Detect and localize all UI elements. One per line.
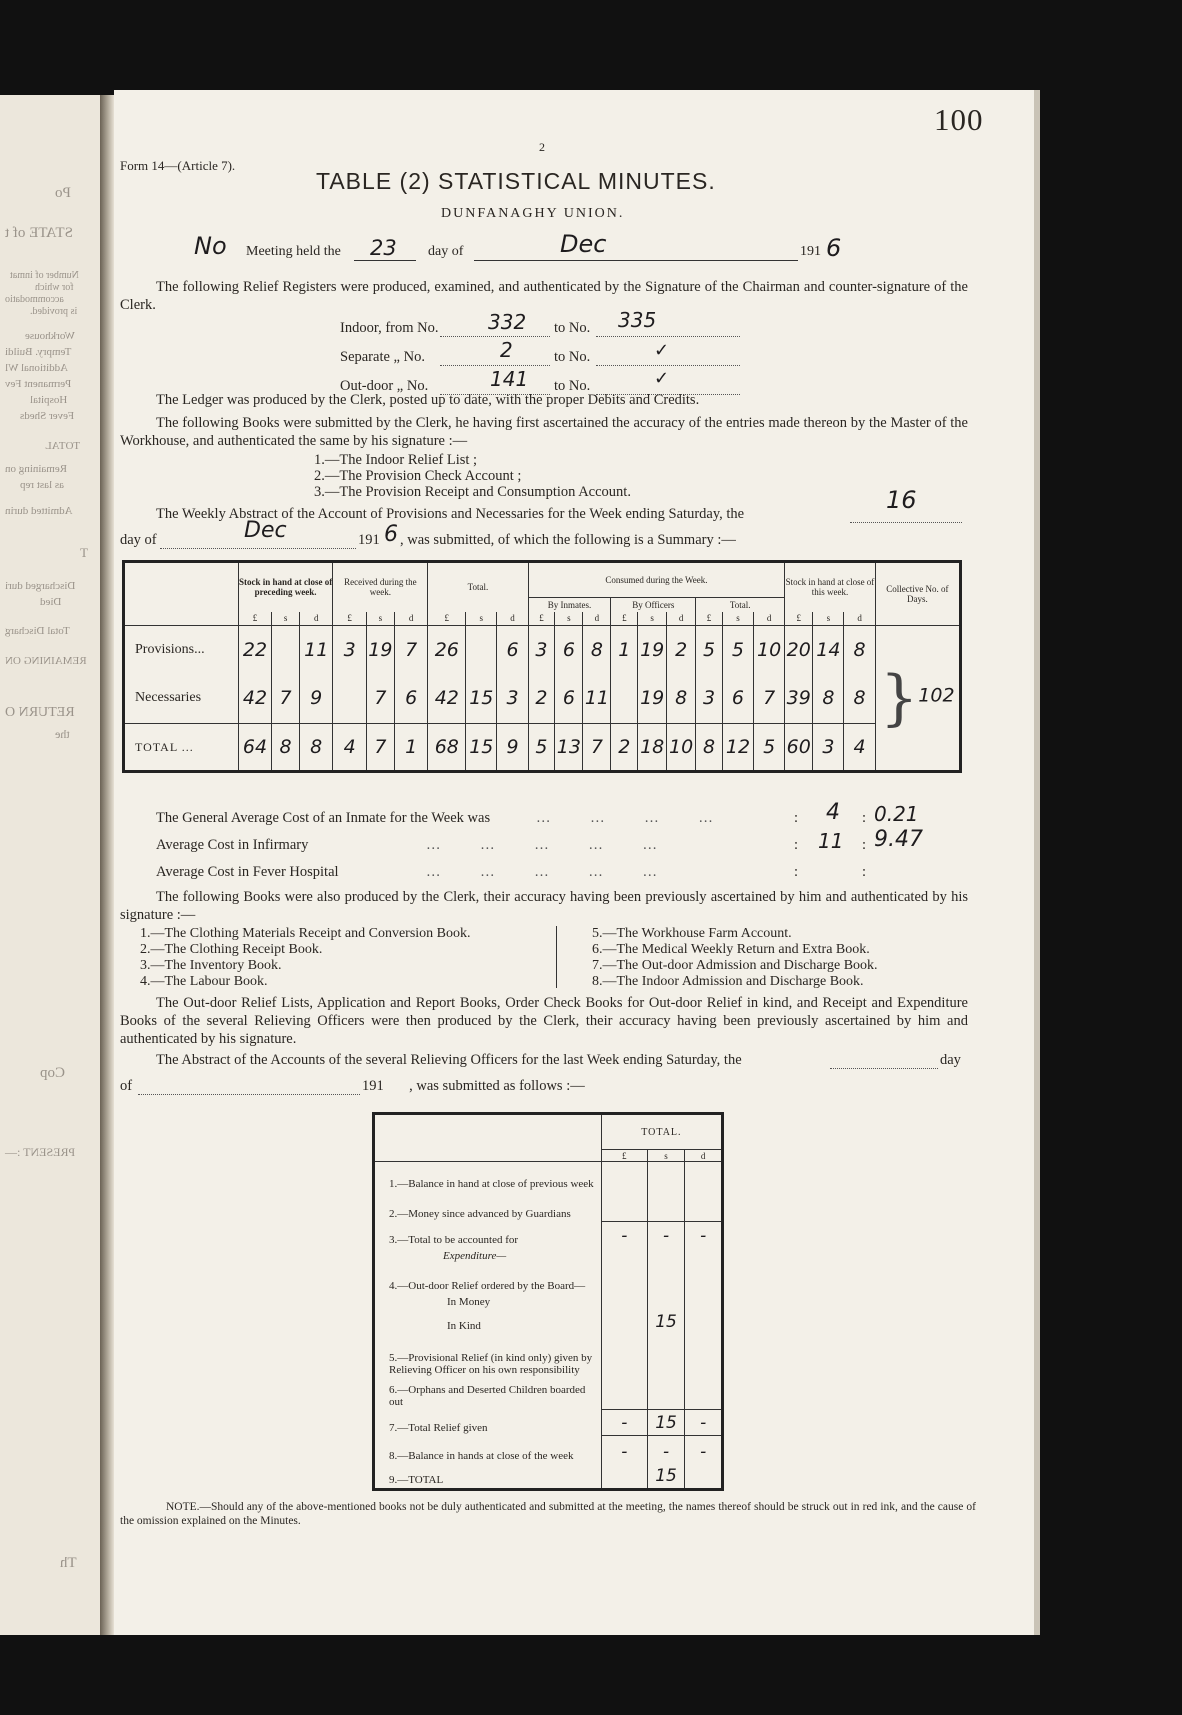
books2-item: 6.—The Medical Weekly Return and Extra Book. xyxy=(592,942,870,957)
shillings-header: s xyxy=(722,612,753,626)
table-row xyxy=(124,674,961,724)
table-cell: 8 xyxy=(300,724,333,772)
table-cell xyxy=(611,674,638,724)
table-cell: 11 xyxy=(583,674,611,724)
books2-divider xyxy=(556,926,557,988)
pounds-header: £ xyxy=(528,612,555,626)
abstract-date-dots xyxy=(138,1080,360,1095)
abstract-row-label: 8.—Balance in hands at close of the week xyxy=(389,1449,574,1462)
pence-header: d xyxy=(844,612,875,626)
consumed-header: Consumed during the Week. xyxy=(528,562,785,598)
table-cell xyxy=(272,626,300,674)
abstract-row-label: 7.—Total Relief given xyxy=(389,1421,488,1434)
prev-fragment: Po xyxy=(55,185,71,201)
table-cell: 6 xyxy=(555,626,583,674)
table-cell: 68 xyxy=(428,724,466,772)
register-outdoor-to: ✓ xyxy=(654,368,670,389)
table-cell: 7 xyxy=(272,674,300,724)
abstract-cell xyxy=(685,1464,723,1490)
prev-fragment: Total Discharg xyxy=(5,625,70,637)
page-title: TABLE (2) STATISTICAL MINUTES. xyxy=(316,168,716,194)
prev-fragment: PRESENT :— xyxy=(5,1145,76,1159)
brace-mark: } xyxy=(880,663,919,733)
abstract-row xyxy=(374,1334,723,1378)
abstract-cell xyxy=(601,1162,647,1192)
table-cell: 2 xyxy=(667,626,696,674)
pence-header: d xyxy=(754,612,785,626)
abstract-cell: - xyxy=(601,1410,647,1436)
averages-block xyxy=(156,800,923,890)
register-separate-label: Separate „ No. xyxy=(340,349,425,365)
books2-item: 8.—The Indoor Admission and Discharge Book. xyxy=(592,974,864,989)
by-officers-header: By Officers xyxy=(611,598,696,612)
register-indoor-to-label: to No. xyxy=(554,320,591,336)
table-cell xyxy=(333,674,366,724)
abstract-row xyxy=(374,1378,723,1410)
register-separate-from: 2 xyxy=(500,338,513,362)
table-cell: 6 xyxy=(722,674,753,724)
leader-dots: … … … … xyxy=(536,810,731,826)
table-cell: 7 xyxy=(366,724,394,772)
shillings-header: s xyxy=(647,1150,685,1162)
table-cell: 5 xyxy=(528,724,555,772)
register-indoor-from: 332 xyxy=(488,310,527,334)
books2-item: 7.—The Out-door Admission and Discharge Book. xyxy=(592,958,878,973)
abstract-row xyxy=(374,1192,723,1222)
table-cell: 1 xyxy=(611,626,638,674)
pence-header: d xyxy=(300,612,333,626)
shillings-header: s xyxy=(366,612,394,626)
prev-fragment: Discharged duri xyxy=(5,580,76,592)
abstract-cell xyxy=(685,1248,723,1264)
ledger-text: The Ledger was produced by the Clerk, posted up to date, with the proper Debits and Credits. xyxy=(156,392,700,408)
abstract-cell: - xyxy=(647,1436,685,1464)
table-cell: 4 xyxy=(333,724,366,772)
colon: : xyxy=(794,810,799,826)
table-cell: 15 xyxy=(466,724,497,772)
shillings-header: s xyxy=(638,612,667,626)
weekly-day: 16 xyxy=(886,486,917,514)
abstract-cell xyxy=(601,1248,647,1264)
received-header: Received during the week. xyxy=(333,562,428,612)
abstract-cell xyxy=(601,1334,647,1378)
table-cell: 6 xyxy=(555,674,583,724)
abstract-row-label: 5.—Provisional Relief (in kind only) given by Relieving Officer on his own responsibility xyxy=(389,1351,593,1376)
prev-fragment: Remaining on xyxy=(5,463,68,475)
shillings-header: s xyxy=(813,612,844,626)
abstract-day-dots xyxy=(830,1054,938,1069)
register-outdoor-from: 141 xyxy=(490,367,529,391)
footnote: NOTE.—Should any of the above-mentioned books not be duly authenticated and submitted at the meeting, the names thereof should be struck out in red ink, and the cause of the omission explained on the Minutes. xyxy=(120,1501,976,1527)
table-cell: 6 xyxy=(497,626,528,674)
prev-fragment: Permanent Fev xyxy=(5,378,72,390)
prev-fragment: for which xyxy=(35,282,74,293)
weekly-line-2-suffix: , was submitted, of which the following is a Summary :— xyxy=(400,532,736,548)
meeting-no: No xyxy=(194,232,227,260)
table-cell: 8 xyxy=(667,674,696,724)
abstract-cell: - xyxy=(685,1436,723,1464)
pence-header: d xyxy=(685,1150,723,1162)
abstract-cell xyxy=(601,1378,647,1410)
pounds-header: £ xyxy=(611,612,638,626)
abstract-row xyxy=(374,1264,723,1294)
table-cell: 7 xyxy=(366,674,394,724)
abstract-row-label: In Money xyxy=(447,1295,491,1308)
shillings-header: s xyxy=(272,612,300,626)
books-intro: The following Books were submitted by the Clerk, he having first ascertained the accuracy of the entries made thereon by the Master of the Workhouse, and authenticated the same by his signature :— xyxy=(120,415,968,449)
colon: : xyxy=(862,837,867,853)
pounds-header: £ xyxy=(238,612,271,626)
previous-page xyxy=(0,95,100,1635)
abstract-row xyxy=(374,1248,723,1264)
abstract-cell xyxy=(685,1192,723,1222)
page-number: 100 xyxy=(934,102,984,137)
register-outdoor-to-label: to No. xyxy=(554,378,591,394)
prev-fragment: accommodatio xyxy=(5,294,64,305)
abstract-row xyxy=(374,1436,723,1464)
table-cell: 20 xyxy=(785,626,813,674)
collective-days-value: 102 xyxy=(918,684,955,707)
meeting-year-suffix: 6 xyxy=(826,234,842,262)
books2-left xyxy=(140,926,471,990)
abstract-cell: 15 xyxy=(647,1410,685,1436)
abstract-row-label: In Kind xyxy=(447,1319,481,1332)
books2-item: 5.—The Workhouse Farm Account. xyxy=(592,926,792,941)
abstract-cell xyxy=(685,1310,723,1334)
average-label: The General Average Cost of an Inmate for the Week was xyxy=(156,810,491,826)
average-inmate-a: 4 xyxy=(826,800,840,825)
table-cell: 8 xyxy=(696,724,723,772)
table-cell: 39 xyxy=(785,674,813,724)
abstract-row-label: 4.—Out-door Relief ordered by the Board— xyxy=(389,1279,586,1292)
abstract-row xyxy=(374,1294,723,1310)
table-cell: 42 xyxy=(428,674,466,724)
table-cell: 19 xyxy=(638,674,667,724)
table-cell: 8 xyxy=(813,674,844,724)
sheet-number: 2 xyxy=(539,140,545,154)
table-cell: 3 xyxy=(528,626,555,674)
table-cell: 12 xyxy=(722,724,753,772)
abstract-label-header xyxy=(374,1114,602,1162)
books-list xyxy=(314,452,631,500)
table-cell: 15 xyxy=(466,674,497,724)
colon: : xyxy=(794,837,799,853)
table-cell: 5 xyxy=(696,626,723,674)
abstract-cell: 15 xyxy=(647,1310,685,1334)
collective-header: Collective No. of Days. xyxy=(875,562,960,626)
abstract-row-label: Expenditure— xyxy=(443,1249,507,1262)
books2-item: 4.—The Labour Book. xyxy=(140,974,268,989)
table-cell: 14 xyxy=(813,626,844,674)
prev-fragment: Additional Wl xyxy=(5,362,69,374)
abstract-cell xyxy=(647,1192,685,1222)
table-cell: 26 xyxy=(428,626,466,674)
table-cell: 7 xyxy=(583,724,611,772)
table-cell: 22 xyxy=(238,626,271,674)
abstract-cell: - xyxy=(685,1222,723,1248)
abstract-row xyxy=(374,1162,723,1192)
table-cell: 9 xyxy=(497,724,528,772)
table-cell: 5 xyxy=(722,626,753,674)
prev-fragment: Tempry. Buildi xyxy=(5,346,72,358)
pounds-header: £ xyxy=(785,612,813,626)
meeting-day: 23 xyxy=(370,236,397,260)
table-cell: 9 xyxy=(300,674,333,724)
row-label: Necessaries xyxy=(135,690,202,706)
shillings-header: s xyxy=(555,612,583,626)
table-cell: 19 xyxy=(366,626,394,674)
prev-fragment: STATE of t xyxy=(5,225,73,241)
abstract-row-label: 1.—Balance in hand at close of previous week xyxy=(389,1177,594,1190)
abstract-row-label: 3.—Total to be accounted for xyxy=(389,1233,519,1246)
register-separate-to-label: to No. xyxy=(554,349,591,365)
meeting-month: Dec xyxy=(560,230,607,258)
table-cell: 10 xyxy=(667,724,696,772)
abstract-cell xyxy=(647,1378,685,1410)
abstract-cell xyxy=(685,1162,723,1192)
book-gutter xyxy=(100,95,114,1635)
total-header: Total. xyxy=(428,562,528,612)
abstract-cell: - xyxy=(685,1410,723,1436)
abstract-day-label: day xyxy=(940,1052,961,1068)
pence-header: d xyxy=(394,612,427,626)
books2-item: 1.—The Clothing Materials Receipt and Conversion Book. xyxy=(140,926,471,941)
provisions-table xyxy=(122,560,962,773)
books2-intro: The following Books were also produced by the Clerk, their accuracy having been previously ascertained by him and authenticated by his signature :— xyxy=(120,889,968,923)
abstract-row-label: 6.—Orphans and Deserted Children boarded out xyxy=(389,1383,586,1408)
registers-block xyxy=(340,308,760,402)
average-infirmary-b: 9.47 xyxy=(874,827,923,852)
abstract-line-1: The Abstract of the Accounts of the several Relieving Officers for the last Week ending Saturday, the xyxy=(156,1052,742,1068)
union-name: DUNFANAGHY UNION. xyxy=(441,206,625,221)
weekly-year: 191 xyxy=(358,532,380,548)
pounds-header: £ xyxy=(601,1150,647,1162)
abstract-row xyxy=(374,1310,723,1334)
document-page xyxy=(114,90,1034,1635)
prev-fragment: is provided. xyxy=(30,306,78,317)
table-row xyxy=(124,724,961,772)
abstract-cell xyxy=(601,1464,647,1490)
table-row xyxy=(124,626,961,674)
prev-fragment: Cop xyxy=(40,1065,66,1081)
abstract-cell xyxy=(647,1248,685,1264)
abstract-cell: - xyxy=(601,1436,647,1464)
table-cell: 8 xyxy=(583,626,611,674)
pence-header: d xyxy=(497,612,528,626)
register-outdoor-label: Out-door „ No. xyxy=(340,378,429,394)
abstract-line-2-prefix: of xyxy=(120,1078,133,1094)
abstract-row xyxy=(374,1410,723,1436)
abstract-cell xyxy=(685,1294,723,1310)
abstract-cell xyxy=(685,1264,723,1294)
collective-days-cell xyxy=(875,626,960,772)
register-indoor-label: Indoor, from No. xyxy=(340,320,439,336)
weekly-line-1: The Weekly Abstract of the Account of Provisions and Necessaries for the Week ending Saturday, the xyxy=(156,506,745,522)
weekly-year-suffix: 6 xyxy=(384,522,398,547)
meeting-day-rule xyxy=(354,260,416,261)
average-label: Average Cost in Fever Hospital xyxy=(156,864,339,880)
table-cell: 64 xyxy=(238,724,271,772)
lsd-header-row xyxy=(124,612,961,626)
leader-dots: … … … … … xyxy=(426,864,675,880)
books-list-item: 3.—The Provision Receipt and Consumption Account. xyxy=(314,484,631,500)
abstract-line-2-suffix: 191 , was submitted as follows :— xyxy=(362,1078,585,1094)
prev-fragment: Workhouse xyxy=(25,330,75,342)
colon: : xyxy=(862,864,867,880)
table-cell: 3 xyxy=(696,674,723,724)
abstract-cell xyxy=(601,1192,647,1222)
leader-dots: … … … … … xyxy=(426,837,675,853)
table-cell: 11 xyxy=(300,626,333,674)
abstract-cell xyxy=(685,1378,723,1410)
prev-fragment: the xyxy=(55,727,70,741)
table-cell: 19 xyxy=(638,626,667,674)
table-cell: 6 xyxy=(394,674,427,724)
colon: : xyxy=(862,810,867,826)
table-cell: 7 xyxy=(394,626,427,674)
row-label-header xyxy=(124,562,239,626)
abstract-cell xyxy=(601,1294,647,1310)
abstract-cell: 15 xyxy=(647,1464,685,1490)
abstract-cell xyxy=(647,1294,685,1310)
books2-item: 3.—The Inventory Book. xyxy=(140,958,282,973)
books2-item: 2.—The Clothing Receipt Book. xyxy=(140,942,323,957)
table-cell: 2 xyxy=(611,724,638,772)
prev-fragment: Hospital xyxy=(30,394,68,406)
abstract-cell xyxy=(685,1334,723,1378)
table-cell: 18 xyxy=(638,724,667,772)
abstract-row-label: 2.—Money since advanced by Guardians xyxy=(389,1207,571,1220)
abstract-cell: - xyxy=(647,1222,685,1248)
meeting-day-of: day of xyxy=(428,244,464,259)
prev-fragment: Th xyxy=(60,1555,77,1571)
stock-close-header: Stock in hand at close of this week. xyxy=(785,562,875,612)
abstract-row-label: 9.—TOTAL xyxy=(389,1474,444,1486)
by-inmates-header: By Inmates. xyxy=(528,598,611,612)
pounds-header: £ xyxy=(333,612,366,626)
books-list-item: 1.—The Indoor Relief List ; xyxy=(314,452,478,468)
abstract-row xyxy=(374,1464,723,1490)
table-cell: 8 xyxy=(844,674,875,724)
prev-fragment: Died xyxy=(40,596,62,608)
abstract-row xyxy=(374,1222,723,1248)
table-cell: 7 xyxy=(754,674,785,724)
abstract-cell xyxy=(647,1162,685,1192)
form-reference: Form 14—(Article 7). xyxy=(120,158,236,173)
pence-header: d xyxy=(667,612,696,626)
weekly-month: Dec xyxy=(244,518,287,543)
prev-fragment: Fever Sheds xyxy=(20,410,75,422)
table-cell: 3 xyxy=(813,724,844,772)
page-edge xyxy=(1034,90,1040,1635)
abstract-cell xyxy=(601,1264,647,1294)
registers-intro: The following Relief Registers were produced, examined, and authenticated by the Signature of the Chairman and counter-signature of the Clerk. xyxy=(120,279,968,313)
books-list-item: 2.—The Provision Check Account ; xyxy=(314,468,522,484)
average-inmate-b: 0.21 xyxy=(874,802,919,826)
pence-header: d xyxy=(583,612,611,626)
table-cell: 60 xyxy=(785,724,813,772)
prev-fragment: Admitted durin xyxy=(5,505,73,517)
pounds-header: £ xyxy=(428,612,466,626)
register-separate-to: ✓ xyxy=(654,340,670,361)
prev-fragment: RETURN O xyxy=(5,705,75,720)
table-cell: 3 xyxy=(497,674,528,724)
prev-fragment: REMAINING ON xyxy=(5,655,87,667)
shillings-header: s xyxy=(466,612,497,626)
meeting-label: Meeting held the xyxy=(246,244,341,259)
meeting-line xyxy=(194,230,914,270)
table-cell: 8 xyxy=(844,626,875,674)
row-label: TOTAL ... xyxy=(135,739,194,754)
abstract-cell xyxy=(647,1334,685,1378)
prev-fragment: as last rep xyxy=(20,479,64,491)
register-indoor-to: 335 xyxy=(618,308,657,332)
prev-fragment: T xyxy=(80,545,88,560)
outdoor-relief-text: The Out-door Relief Lists, Application and Report Books, Order Check Books for Out-door Relief in kind, and Receipt and Expenditure Books of the several Relieving Officers were then produced by the Clerk, their accuracy having been previously ascertained by him and authenticated by his signature. xyxy=(120,995,968,1047)
stock-prev-header: Stock in hand at close of preceding week. xyxy=(238,562,333,612)
colon: : xyxy=(794,864,799,880)
meeting-year: 191 xyxy=(800,244,821,259)
meeting-month-rule xyxy=(474,260,798,261)
register-separate-dots xyxy=(440,351,550,366)
table-cell xyxy=(466,626,497,674)
table-cell: 4 xyxy=(844,724,875,772)
table-cell: 10 xyxy=(754,626,785,674)
abstract-cell xyxy=(647,1264,685,1294)
pounds-header: £ xyxy=(696,612,723,626)
row-label: Provisions... xyxy=(135,641,205,657)
abstract-cell xyxy=(601,1310,647,1334)
table-cell: 13 xyxy=(555,724,583,772)
prev-fragment: Number of inmat xyxy=(10,270,79,281)
weekly-line-2-prefix: day of xyxy=(120,532,157,548)
table-cell: 42 xyxy=(238,674,271,724)
books2-right xyxy=(592,926,878,990)
average-infirmary-a: 11 xyxy=(818,829,844,853)
table-cell: 3 xyxy=(333,626,366,674)
table-cell: 2 xyxy=(528,674,555,724)
table-cell: 1 xyxy=(394,724,427,772)
table-cell: 5 xyxy=(754,724,785,772)
prev-fragment: TOTAL xyxy=(45,440,80,452)
average-label: Average Cost in Infirmary xyxy=(156,837,309,853)
consumed-total-header: Total. xyxy=(696,598,785,612)
relieving-abstract-table xyxy=(372,1112,724,1491)
table-cell: 8 xyxy=(272,724,300,772)
abstract-total-header: TOTAL. xyxy=(601,1114,722,1150)
abstract-cell: - xyxy=(601,1222,647,1248)
